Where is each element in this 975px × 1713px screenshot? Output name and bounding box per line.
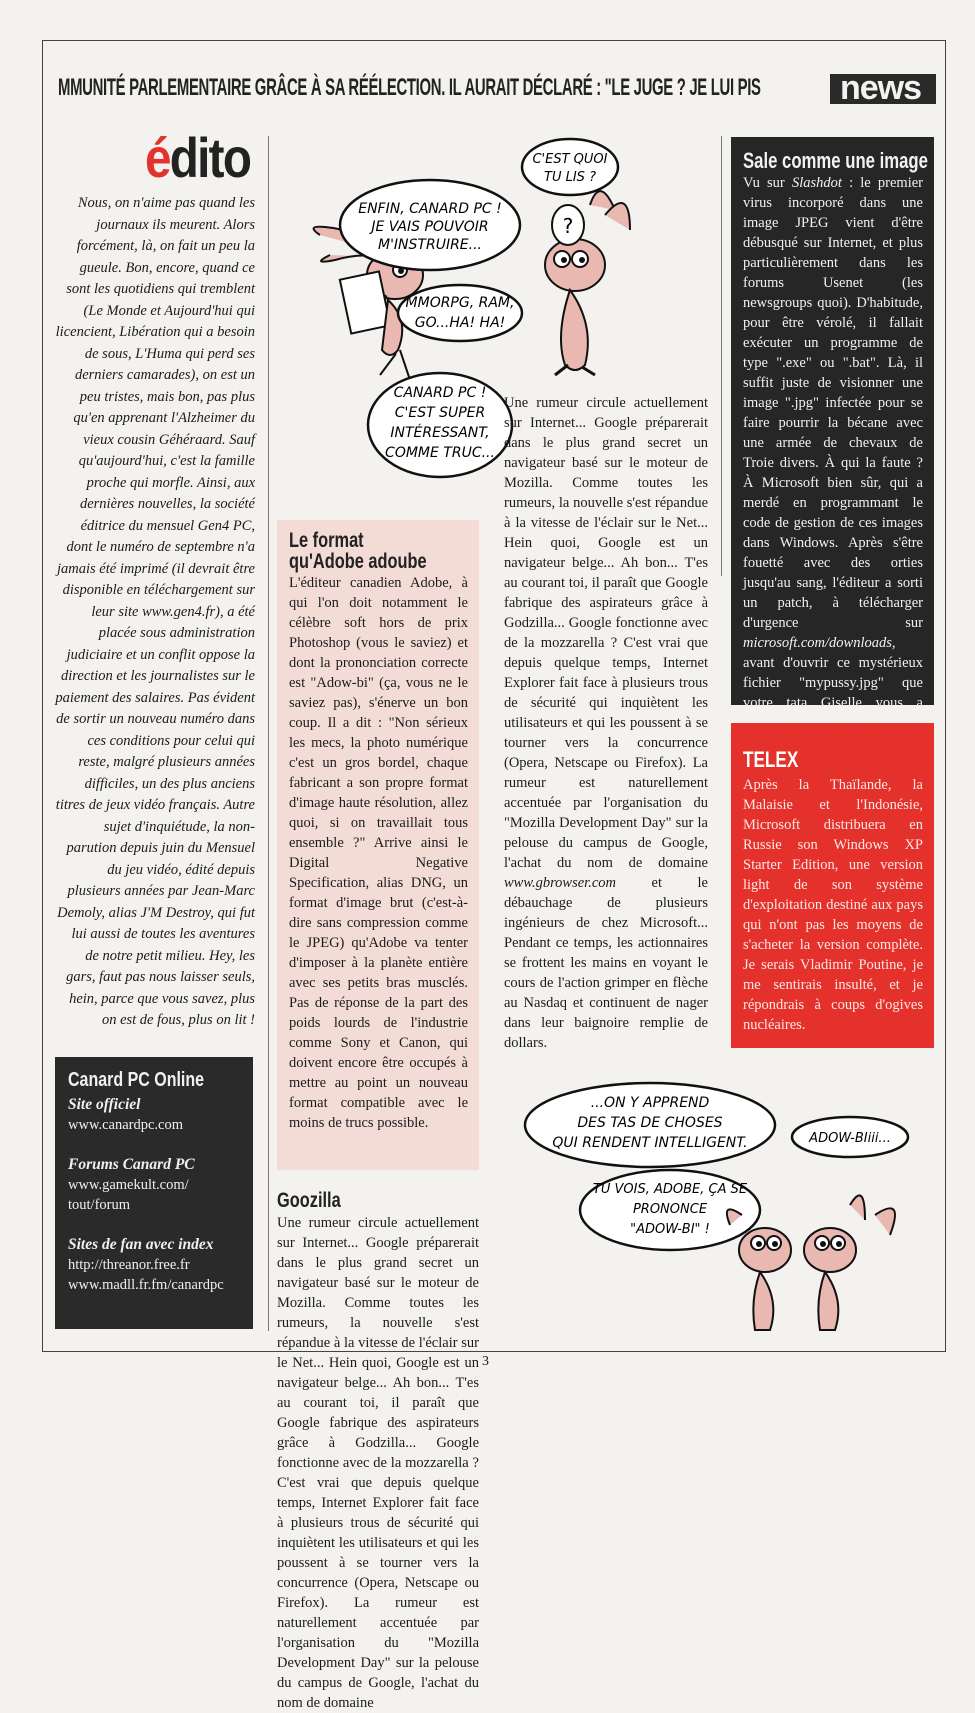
page-number: 3 [482, 1354, 489, 1369]
bubble-tu-vois-line-2: PRONONCE [632, 1202, 708, 1217]
fan-site-link-2[interactable]: www.madll.fr.fm/canardpc [68, 1277, 224, 1293]
bottom-cartoon [520, 1075, 930, 1335]
bubble-apprend-line-2: DES TAS DE CHOSES [577, 1115, 723, 1131]
telex-body: Après la Thaïlande, la Malaisie et l'Indonésie, Microsoft distribuera en Russie son Windows XP Starter Edition, une version light de son système d'exploitation destiné aux pays qui n'ont pas les moyens de s'acheter la version complète. Je serais Vladimir Poutine, je me sentirais insulté, et je répondrais à coups d'ogives nucléaires. [743, 777, 923, 1033]
bubble-canard-line-3: INTÉRESSANT, [390, 425, 490, 441]
edito-body: Nous, on n'aime pas quand les journaux ils meurent. Alors forcément, là, on fait un peu la gueule. Bon, encore, quand ce sont les quotidiens qui tremblent (Le Monde et Aujourd'hui qui licencient, Libération qui a besoin de sous, L'Huma qui perd ses derniers camarades), on est un peu tristes, mais bon, pas plus qu'en apprenant l'Alzheimer du vieux cousin Géhéraard. Sauf qu'aujourd'hui, c'est la famille proche qui morfle. Ainsi, aux dernières nouvelles, la société éditrice du mensuel Gen4 PC, dont le numéro de septembre n'a jamais été imprimé (il devrait être disponible en téléchargement sur leur site www.gen4.fr), a été placée sous administration judiciaire et un conflit oppose la direction et les journalistes sur le paiement des salaires. Pas évident de sortir un nouveau numéro dans ces conditions pour celui qui reste, malgré plusieurs années difficiles, un des plus anciens titres de jeux vidéo français. Autre sujet d'inquiétude, la non-parution depuis juin du Mensuel du jeu vidéo, édité depuis plusieurs années par Jean-Marc Demoly, alias J'M Destroy, qui fut lui aussi de toutes les aventures de notre petit milieu. Hey, les gars, faut pas nous laisser seuls, hein, parce que vous savez, plus on est de fous, plus on lit ! [55, 195, 255, 1028]
telex-box [731, 723, 934, 1048]
online-box-title: Canard PC Online [68, 1069, 205, 1091]
canard-pc-online-box [55, 1057, 253, 1329]
goozilla-body-part-2: et le débauchage de plusieurs ingénieurs de chez Microsoft... Pendant ce temps, les actionnaires se frottent les mains en voyant le cours de l'action grimper en flèche au Nasdaq et continuent de nager dans leur baignoire remplie de dollars. [504, 875, 708, 1051]
sale-image-body-2: , avant d'ouvrir ce mystérieux fichier "mypussy.jpg" que votre tata Giselle vous a [743, 635, 923, 711]
bubble-canard-line-1: CANARD PC ! [393, 385, 487, 401]
column-divider [268, 136, 269, 1331]
bubble-enfin-line-2: JE VAIS POUVOIR [371, 219, 489, 235]
bubble-cest-quoi-line-2: TU LIS ? [544, 170, 596, 185]
forums-heading: Forums Canard PC [68, 1156, 195, 1173]
official-site-heading: Site officiel [68, 1096, 141, 1113]
bubble-tu-vois-line-3: "ADOW-BI" ! [630, 1222, 710, 1237]
speech-bubble-cest-quoi [522, 139, 618, 195]
sale-image-title: Sale comme une image [743, 148, 928, 173]
bubble-enfin-line-1: ENFIN, CANARD PC ! [358, 201, 502, 217]
forums-link-1[interactable]: www.gamekult.com/ [68, 1177, 189, 1193]
bubble-apprend-line-1: ...ON Y APPREND [590, 1095, 710, 1111]
official-site-link[interactable]: www.canardpc.com [68, 1117, 184, 1133]
news-section-tag [830, 69, 936, 107]
official-site-section [68, 1095, 248, 1135]
goozilla-body-continued [504, 393, 708, 1053]
adobe-title-line-2: qu'Adobe adoube [289, 550, 427, 573]
thought-question [552, 205, 584, 245]
forums-link-2[interactable]: tout/forum [68, 1197, 131, 1213]
edito-title-rest: dito [169, 126, 251, 189]
bubble-canard-line-2: C'EST SUPER [394, 405, 486, 421]
sale-image-intro: Vu sur [743, 175, 785, 191]
sale-image-body-1: : le premier virus incorporé dans une image JPEG vient d'être débusqué sur Internet, et plus particulièrement dans les forums Usenet (les newsgroups quoi). D'habitude, pour être vérolé, il fallait exécuter un programme de type ".exe" ou ".bat". Là, il suffit juste de visionner une image ".jpg" infectée pour se faire pourrir la bécane avec une armée de chevaux de Troie divers. À qui la faute ? À Microsoft bien sûr, qui a merdé en programmant le code de gestion de ces images dans Windows. Après s'être fouetté avec des orties jusqu'au sang, l'éditeur a sorti un patch, à télécharger d'urgence sur [743, 175, 924, 631]
column-divider [721, 136, 722, 576]
sale-image-box [731, 137, 934, 711]
goozilla-body-col1 [277, 1213, 479, 1711]
speech-bubble-canard-pc [368, 373, 512, 477]
goozilla-title: Goozilla [277, 1189, 341, 1212]
edito-title [145, 126, 251, 189]
header-running-text: MMUNITÉ PARLEMENTAIRE GRÂCE À SA RÉÉLECTION. IL AURAIT DÉCLARÉ : "LE JUGE ? JE LUI PIS [58, 74, 761, 101]
bubble-enfin-line-3: M'INSTRUIRE... [378, 237, 482, 253]
sale-image-source: Slashdot [791, 175, 842, 191]
forums-section [68, 1155, 248, 1215]
sale-image-url[interactable]: microsoft.com/downloads [743, 635, 892, 651]
bubble-adow-biii-text: ADOW-BIiii... [809, 1131, 891, 1146]
rabbit-student [804, 1195, 895, 1330]
bubble-canard-line-4: COMME TRUC... [385, 445, 495, 461]
question-mark: ? [562, 214, 574, 238]
running-header [58, 69, 936, 107]
goozilla-body-part-1-cont: Une rumeur circule actuellement sur Internet... Google préparerait dans le plus grand secret un navigateur basé sur le moteur de Mozilla. Comme toutes les rumeurs, la nouvelle s'est répandue à la vitesse de l'éclair sur le Net... Hein quoi, Google est un navigateur belge... Ah bon... T'es au courant toi, il paraît que Google fabrique des aspirateurs grâce à Godzilla... Google fonctionne avec de la mozzarella ? C'est vrai que depuis quelque temps, Internet Explorer fait face à plusieurs trous de sécurité qui inquiètent les utilisateurs et qui les poussent à se tourner vers la concurrence (Opera, Netscape ou Firefox). La rumeur est naturellement accentuée par l'organisation du "Mozilla Development Day" sur la pelouse du campus de Google, l'achat du nom de domaine [504, 395, 708, 871]
goozilla-body-part-1: Une rumeur circule actuellement sur Internet... Google préparerait dans le plus grand secret un navigateur basé sur le moteur de Mozilla. Comme toutes les rumeurs, la nouvelle s'est répandue à la vitesse de l'éclair sur le Net... Hein quoi, Google est un navigateur belge... Ah bon... T'es au courant toi, il paraît que Google fabrique des aspirateurs grâce à Godzilla... Google fonctionne avec de la mozzarella ? C'est vrai que depuis quelque temps, Internet Explorer fait face à plusieurs trous de sécurité qui inquiètent les utilisateurs et qui les poussent à se tourner vers la concurrence (Opera, Netscape ou Firefox). La rumeur est naturellement accentuée par l'organisation du "Mozilla Development Day" sur la pelouse du campus de Google, l'achat du nom de domaine [277, 1215, 479, 1711]
goozilla-body-col2 [504, 395, 708, 1057]
fan-site-link-1[interactable]: http://threanor.free.fr [68, 1257, 190, 1273]
news-tag-label: news [840, 69, 922, 107]
adobe-body: L'éditeur canadien Adobe, à qui l'on doit notamment le célèbre soft hors de prix Photoshop (vous le saviez) et dont la prononciation correcte est "Adow-bi" (ça, vous ne le saviez pas), s'énerve un bon coup. Il a dit : "Non sérieux les mecs, la photo numérique c'est un gros bordel, chaque fabricant a son propre format d'image haute résolution, allez quoi, si on travaillait tous ensemble ?" Arrive ainsi le Digital Negative Specification, alias DNG, un format d'image brut (c'est-à-dire sans compression comme le JPEG) qu'Adobe va tenter d'imposer à la planète entière avec ses petits bras musclés. Pas de réponse de la part des poids lourds de l'industrie comme Sony et Canon, qui doivent encore être occupés à mettre au point un nouveau format compatible avec le moins de trucs possible. [289, 575, 468, 1131]
fan-sites-section [68, 1235, 248, 1295]
bubble-apprend-line-3: QUI RENDENT INTELLIGENT. [552, 1135, 748, 1151]
sale-image-body [743, 173, 923, 753]
speech-bubble-adow-biii [792, 1117, 908, 1157]
bubble-mmorpg-line-1: MMORPG, RAM, [405, 295, 515, 311]
adobe-title-line-1: Le format [289, 529, 364, 552]
telex-title: TELEX [743, 747, 799, 772]
speech-bubble-enfin [340, 180, 520, 270]
bubble-mmorpg-line-2: GO...HA! HA! [414, 315, 506, 331]
speech-bubble-on-y-apprend [525, 1083, 775, 1167]
fan-sites-heading: Sites de fan avec index [68, 1236, 214, 1253]
goozilla-url[interactable]: www.gbrowser.com [504, 875, 616, 891]
bubble-tu-vois-line-1: TU VOIS, ADOBE, ÇA SE [592, 1182, 748, 1197]
edito-title-first: é [145, 126, 170, 189]
speech-bubble-mmorpg [398, 285, 522, 341]
bubble-cest-quoi-line-1: C'EST QUOI [532, 152, 608, 167]
